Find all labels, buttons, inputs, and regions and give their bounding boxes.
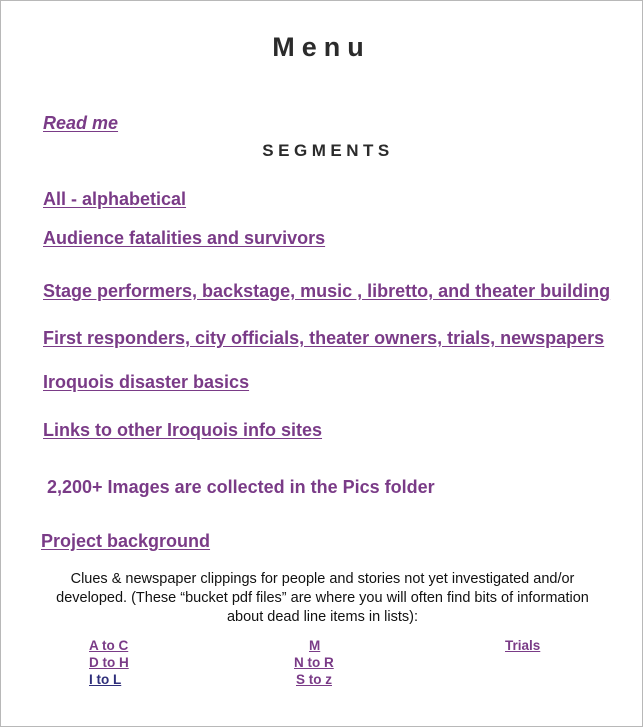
bucket-link-m[interactable]: M [309,638,321,653]
clues-description: Clues & newspaper clippings for people and stories not yet investigated and/or developed. (These “bucket pdf files” are where you will often find bits of information about dead line items in lists): [56,571,589,625]
bucket-link-a-to-c[interactable]: A to C [89,638,129,653]
segment-link-first-responders[interactable]: First responders, city officials, theater owners, trials, newspapers [43,328,605,348]
segments-heading: SEGMENTS [262,141,394,160]
segment-link-disaster-basics[interactable]: Iroquois disaster basics [43,372,250,392]
bucket-link-i-to-l[interactable]: I to L [89,672,122,687]
images-note: 2,200+ Images are collected in the Pics folder [47,477,435,497]
bucket-link-d-to-h[interactable]: D to H [89,655,129,670]
bucket-link-trials[interactable]: Trials [505,638,541,653]
bucket-link-n-to-r[interactable]: N to R [294,655,334,670]
segment-link-all-alphabetical[interactable]: All - alphabetical [43,189,187,209]
page-title: Menu [272,32,371,62]
segment-link-other-sites[interactable]: Links to other Iroquois info sites [43,420,323,440]
bucket-link-s-to-z[interactable]: S to z [296,672,332,687]
segment-link-stage-performers[interactable]: Stage performers, backstage, music , libretto, and theater building [43,281,611,301]
read-me-link[interactable]: Read me [43,113,119,133]
project-background-link[interactable]: Project background [41,531,211,551]
segment-link-audience[interactable]: Audience fatalities and survivors [43,228,326,248]
